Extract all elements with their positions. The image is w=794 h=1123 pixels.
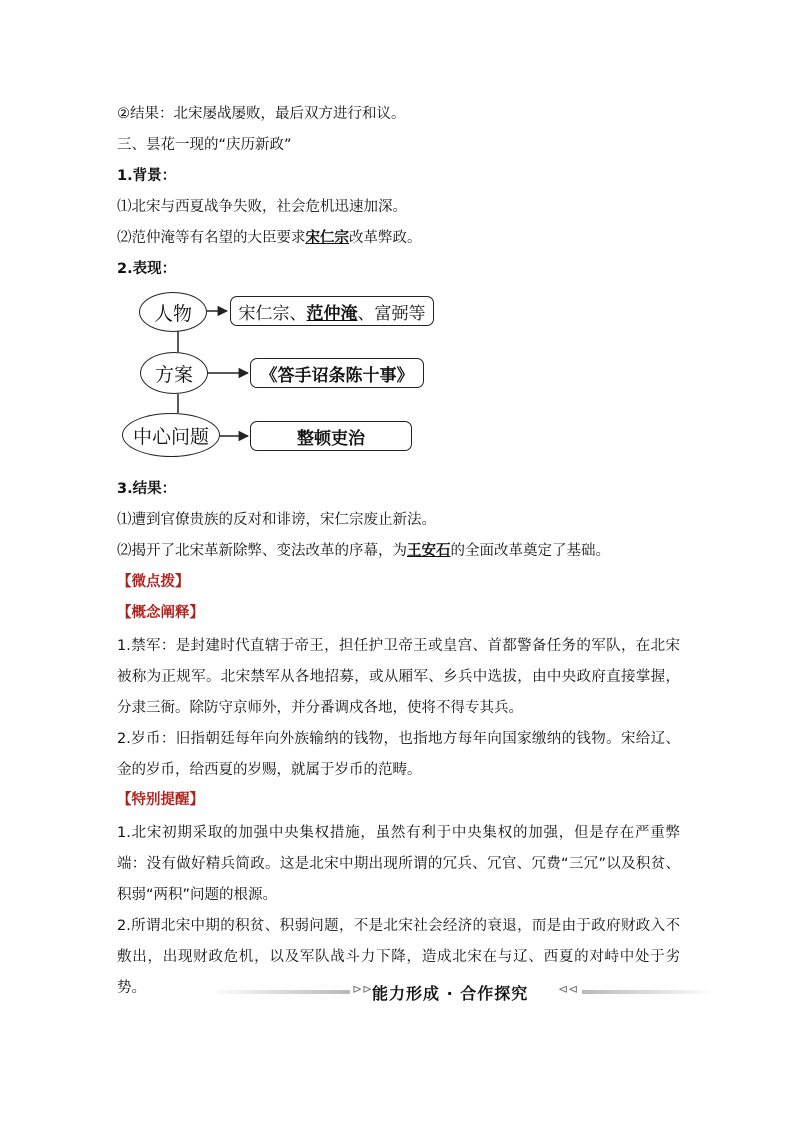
banner-title: 能力形成 · 合作探究 [372,984,529,1003]
reform-diagram [120,287,430,457]
background-item-2 [117,227,682,249]
concept-heading: 【概念阐释】 [117,605,204,621]
concept-paragraph-2: 2.岁币：旧指朝廷每年向外族输纳的钱物，也指地方每年向国家缴纳的钱物。宋给辽、金的岁币，给西夏的岁赐，就属于岁币的范畴。 [117,731,680,778]
text: 改革弊政。 [349,230,422,246]
oval-person: 人物 [139,292,207,332]
emphasis-song-renzong: 宋仁宗 [305,230,349,246]
text: 的全面改革奠定了基础。 [450,543,610,559]
banner-bar-left [210,990,350,994]
text: 宋仁宗、 [238,303,307,324]
text: 、富弼等 [357,303,426,324]
oval-plan: 方案 [140,352,208,394]
concept-paragraph-1: 1.禁军：是封建时代直辖于帝王，担任护卫帝王或皇宫、首都警备任务的军队，在北宋被称为正规军。北宋禁军从各地招募，或从厢军、乡兵中选拔，由中央政府直接掌握，分隶三衙。除防守京师外，并分番调戍各地，使将不得专其兵。 [117,638,680,716]
emphasis-fan-zhongyan: 范仲淹 [306,303,358,324]
emphasis-wang-anshi: 王安石 [407,543,451,559]
box-issue: 整顿吏治 [250,421,412,451]
result-line: ②结果：北宋屡战屡败，最后双方进行和议。 [117,106,406,122]
background-heading: 1.背景： [117,168,177,184]
text: ⑵揭开了北宋革新除弊、变法改革的序幕，为 [117,543,407,559]
reminder-paragraph-2: 2.所谓北宋中期的积贫、积弱问题，不是北宋社会经济的衰退，而是由于政府财政入不敷出，出现财政危机，以及军队战斗力下降，造成北宋在与辽、西夏的对峙中处于劣势。 [117,918,680,996]
box-persons [230,296,434,326]
reminder-paragraph-1: 1.北宋初期采取的加强中央集权措施，虽然有利于中央集权的加强，但是存在严重弊端：没有做好精兵简政。这是北宋中期出现所谓的冗兵、冗官、冗费“三冗”以及积贫、积弱“两积”问题的根源。 [117,825,680,903]
box-plan: 《答手诏条陈十事》 [250,358,424,388]
oval-central-issue: 中心问题 [122,413,220,457]
result-item-1: ⑴遭到官僚贵族的反对和诽谤，宋仁宗废止新法。 [117,512,436,528]
section-banner [210,981,715,1003]
section-heading: 三、昙花一现的“庆历新政” [117,137,292,153]
result-heading: 3.结果： [117,481,177,497]
tip-heading: 【微点拨】 [117,574,190,590]
arrow-right-icon: ⊳⊳ [352,982,373,996]
performance-heading: 2.表现： [117,261,177,277]
reminder-heading: 【特别提醒】 [117,792,204,808]
text: ⑵范仲淹等有名望的大臣要求 [117,230,306,246]
banner-bar-right [582,990,715,994]
background-item-1: ⑴北宋与西夏战争失败，社会危机迅速加深。 [117,199,407,215]
result-item-2 [117,540,682,562]
arrow-left-icon: ⊲⊲ [558,982,579,996]
